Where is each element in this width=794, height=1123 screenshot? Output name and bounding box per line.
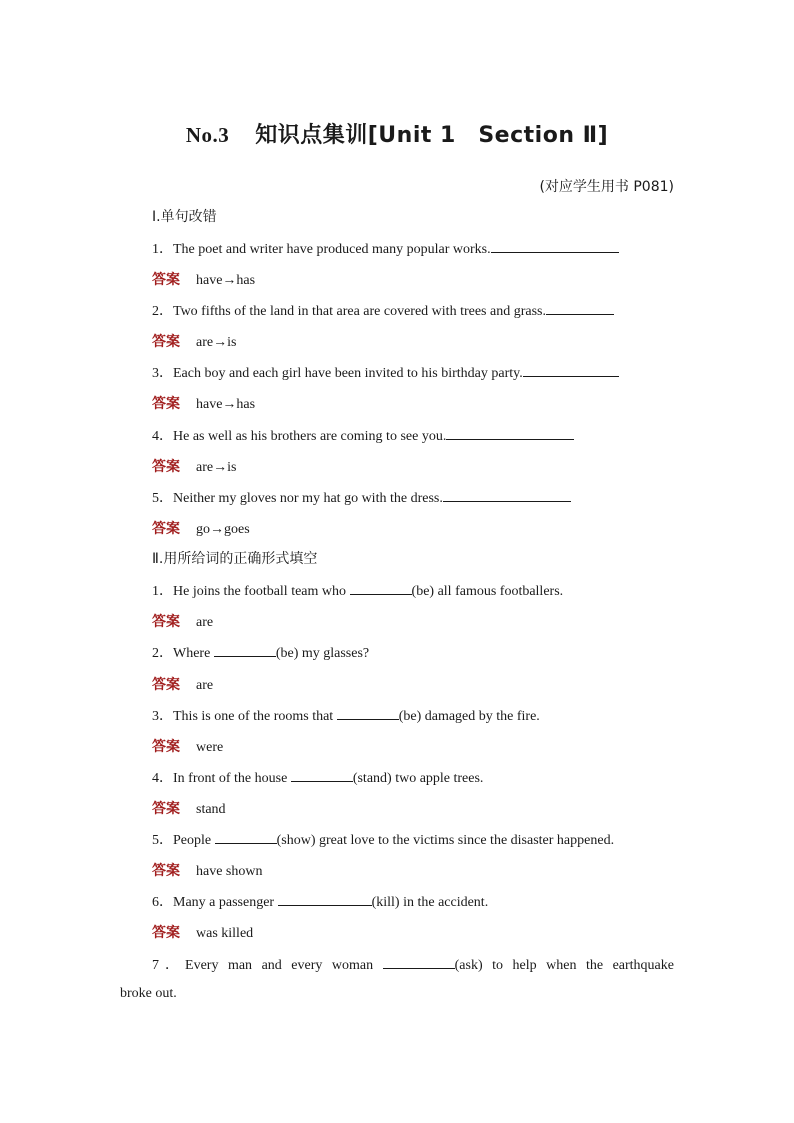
answer-row — [152, 331, 236, 351]
answer-row — [152, 798, 226, 818]
question-text: 5．Neither my gloves nor my hat go with the dress. — [152, 491, 443, 506]
question-text: 2．Two fifths of the land in that area are covered with trees and grass. — [152, 304, 546, 319]
answer-blank — [491, 238, 619, 253]
question-row — [152, 487, 571, 507]
title-text: 知识点集训[Unit 1 Section Ⅱ] — [255, 123, 609, 148]
answer-text: are→is — [196, 460, 237, 475]
answer-text: are→is — [196, 335, 237, 350]
question-paragraph — [120, 954, 674, 1002]
question-text: (stand) two apple trees. — [352, 771, 484, 786]
answer-row — [152, 518, 250, 538]
answer-row — [152, 674, 213, 694]
question-row — [152, 642, 369, 662]
answer-label: 答案 — [152, 272, 180, 288]
answer-label: 答案 — [152, 925, 180, 941]
answer-row — [152, 922, 253, 942]
answer-blank — [546, 300, 614, 315]
answer-blank — [215, 829, 277, 844]
answer-label: 答案 — [152, 396, 180, 412]
answer-text: were — [196, 740, 224, 755]
answer-row — [152, 611, 213, 631]
question-continuation: broke out. — [120, 986, 177, 1001]
question-row — [152, 362, 619, 382]
question-text: 3．Each boy and each girl have been invited to his birthday party. — [152, 366, 523, 381]
question-row — [152, 238, 619, 258]
question-text: 2．Where — [152, 646, 214, 661]
answer-label: 答案 — [152, 459, 180, 475]
question-row — [152, 891, 488, 911]
answer-blank — [291, 767, 353, 782]
answer-text: have→has — [196, 273, 256, 288]
answer-row — [152, 456, 236, 476]
question-text: 4．He as well as his brothers are coming to see you. — [152, 429, 447, 444]
question-text: (kill) in the accident. — [371, 895, 489, 910]
answer-row — [152, 736, 223, 756]
question-text: (be) my glasses? — [275, 646, 370, 661]
page-reference: (对应学生用书 P081) — [539, 179, 674, 195]
question-text: 6．Many a passenger — [152, 895, 278, 910]
answer-text: have shown — [196, 864, 263, 879]
answer-blank — [523, 362, 619, 377]
answer-label: 答案 — [152, 521, 180, 537]
answer-text: are — [196, 615, 214, 630]
answer-blank — [337, 705, 399, 720]
answer-row — [152, 269, 255, 289]
answer-label: 答案 — [152, 334, 180, 350]
question-text: 1．He joins the football team who — [152, 584, 350, 599]
section-heading-1: Ⅰ.单句改错 — [152, 209, 217, 225]
section-heading-2: Ⅱ.用所给词的正确形式填空 — [152, 551, 318, 567]
question-text: 5．People — [152, 833, 215, 848]
question-row — [152, 705, 540, 725]
page-title — [0, 118, 794, 149]
answer-row — [152, 393, 255, 413]
question-text: (ask) to help when the earthquake — [454, 958, 674, 973]
answer-label: 答案 — [152, 801, 180, 817]
answer-text: are — [196, 678, 214, 693]
question-text: (be) damaged by the fire. — [398, 709, 540, 724]
question-row — [152, 425, 574, 445]
answer-blank — [278, 891, 372, 906]
question-text: (be) all famous footballers. — [411, 584, 564, 599]
question-row — [152, 829, 614, 849]
question-text: 7．Every man and every woman — [152, 958, 383, 973]
answer-blank — [214, 642, 276, 657]
answer-blank — [443, 487, 571, 502]
answer-row — [152, 860, 263, 880]
answer-blank — [446, 425, 574, 440]
answer-label: 答案 — [152, 739, 180, 755]
question-row — [152, 300, 614, 320]
answer-blank — [350, 580, 412, 595]
answer-label: 答案 — [152, 677, 180, 693]
answer-blank — [383, 954, 455, 969]
answer-label: 答案 — [152, 614, 180, 630]
answer-text: have→has — [196, 397, 256, 412]
question-text: 3．This is one of the rooms that — [152, 709, 337, 724]
question-row — [152, 767, 483, 787]
answer-label: 答案 — [152, 863, 180, 879]
question-text: 1．The poet and writer have produced many popular works. — [152, 242, 491, 257]
answer-text: stand — [196, 802, 226, 817]
question-row — [152, 580, 563, 600]
question-row — [120, 954, 674, 974]
answer-text: was killed — [196, 926, 254, 941]
title-number: No.3 — [185, 123, 230, 147]
answer-text: go→goes — [196, 522, 250, 537]
question-text: 4．In front of the house — [152, 771, 291, 786]
question-text: (show) great love to the victims since the disaster happened. — [276, 833, 615, 848]
